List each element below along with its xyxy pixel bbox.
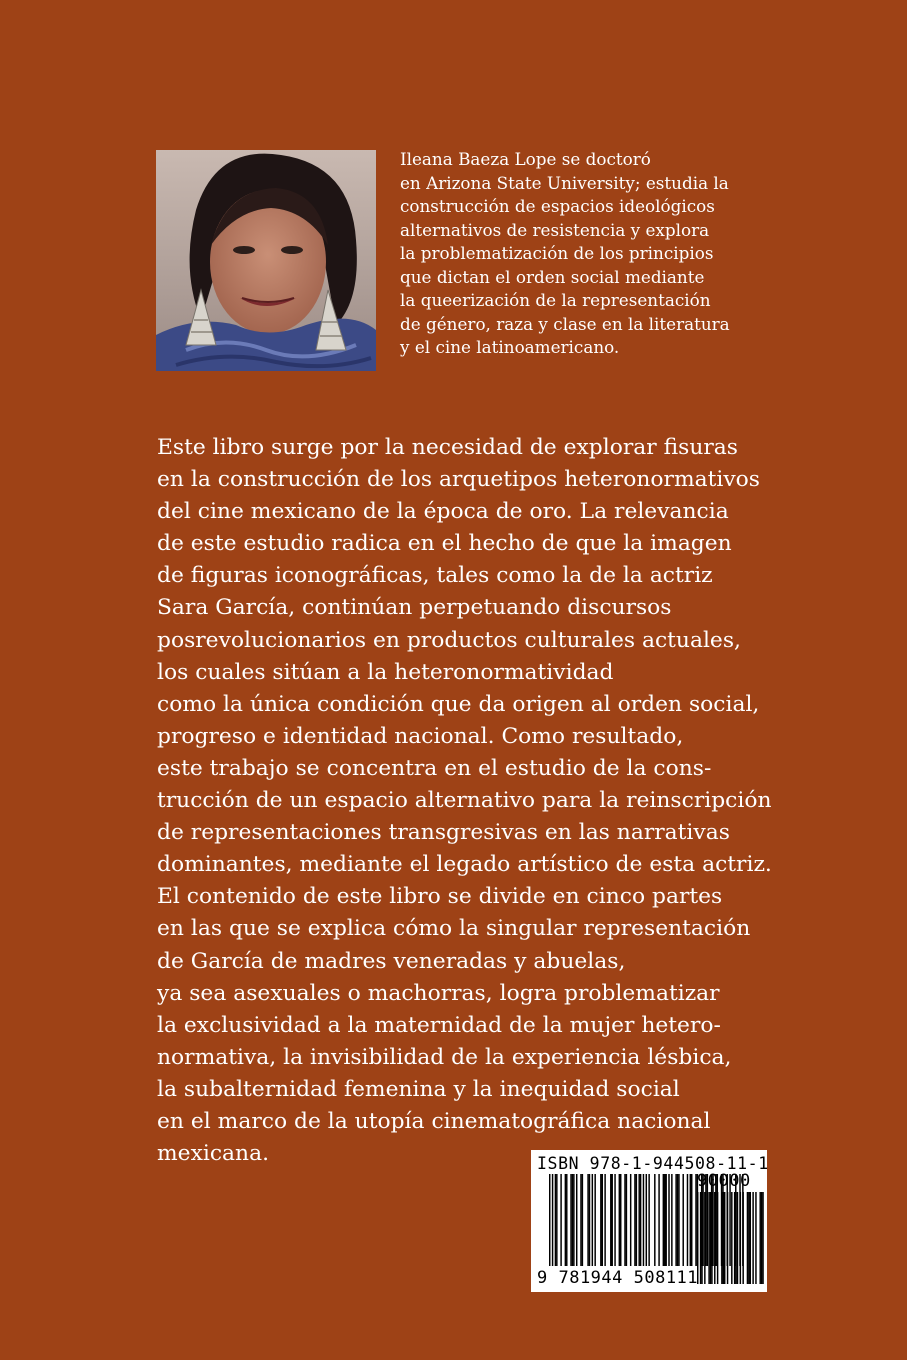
author-bio (400, 148, 840, 360)
addon-bar (737, 1192, 738, 1284)
description-line: progreso e identidad nacional. Como resultado, (157, 723, 684, 749)
addon-bar (748, 1192, 749, 1284)
barcode-bar (610, 1174, 611, 1266)
barcode-bar (646, 1174, 647, 1266)
barcode-bar (592, 1174, 593, 1266)
addon-bar (735, 1192, 736, 1284)
addon-bar (750, 1192, 751, 1284)
barcode-bar (634, 1174, 635, 1266)
barcode-bar (620, 1174, 621, 1266)
addon-bar (747, 1192, 748, 1284)
barcode-bar (636, 1174, 637, 1266)
barcode-bar (572, 1174, 573, 1266)
ean-digits: 9 781944 508111 (537, 1268, 699, 1288)
addon-bar (740, 1192, 741, 1284)
addon-bar (714, 1192, 715, 1284)
description-line: este trabajo se concentra en el estudio de la cons- (157, 755, 712, 781)
barcode-bar (668, 1174, 669, 1266)
barcode-bar (677, 1174, 678, 1266)
barcode-bar (648, 1174, 649, 1266)
barcode-bar (565, 1174, 566, 1266)
barcode-bar (582, 1174, 583, 1266)
barcode-bar (576, 1174, 577, 1266)
bio-line: que dictan el orden social mediante (400, 266, 705, 287)
barcode-bar (560, 1174, 561, 1266)
description-line: ya sea asexuales o machorras, logra problematizar (157, 980, 720, 1006)
addon-bar (704, 1192, 705, 1284)
description-line: trucción de un espacio alternativo para la reinscripción (157, 788, 772, 814)
barcode-bar (682, 1174, 683, 1266)
barcode-bar (600, 1174, 601, 1266)
barcode-bar (570, 1174, 571, 1266)
barcode-bar (664, 1174, 665, 1266)
barcode-bar (630, 1174, 631, 1266)
barcode-bar (678, 1174, 679, 1266)
addon-bar (723, 1192, 724, 1284)
addon-bar (731, 1192, 732, 1284)
author-portrait-image (156, 150, 376, 371)
description-line: en el marco de la utopía cinematográfica nacional (157, 1108, 711, 1134)
addon-bar (755, 1192, 756, 1284)
isbn-barcode (531, 1150, 767, 1292)
barcode-bar (663, 1174, 664, 1266)
addon-bar (752, 1192, 753, 1284)
description-line: posrevolucionarios en productos culturales actuales, (157, 627, 741, 653)
description-line: dominantes, mediante el legado artístico de esta actriz. (157, 852, 772, 878)
barcode-bar (580, 1174, 581, 1266)
barcode-bar (691, 1174, 692, 1266)
bio-line: la queerización de la representación (400, 290, 711, 310)
bio-line: y el cine latinoamericano. (400, 337, 620, 357)
barcode-bar (552, 1174, 553, 1266)
bio-line: en Arizona State University; estudia la (400, 172, 729, 193)
description-line: de García de madres veneradas y abuelas, (157, 948, 626, 974)
addon-bar (717, 1192, 718, 1284)
barcode-bar (614, 1174, 615, 1266)
barcode-bar (658, 1174, 659, 1266)
barcode-bar (687, 1174, 688, 1266)
description-line: El contenido de este libro se divide en cinco partes (157, 884, 723, 910)
addon-bar (724, 1192, 725, 1284)
addon-bar (710, 1192, 711, 1284)
bio-line: Ileana Baeza Lope se doctoró (400, 149, 651, 169)
barcode-bar (654, 1174, 655, 1266)
addon-bar (761, 1192, 762, 1284)
addon-digits: 90000 (697, 1171, 751, 1191)
barcode-bar (555, 1174, 556, 1266)
description-line: en la construcción de los arquetipos heteronormativos (157, 467, 760, 493)
bio-line: de género, raza y clase en la literatura (400, 313, 730, 334)
addon-bar (734, 1192, 735, 1284)
barcode-bar (690, 1174, 691, 1266)
barcode-bar (549, 1174, 550, 1266)
description-line: de representaciones transgresivas en las narrativas (157, 820, 730, 846)
bio-line: alternativos de resistencia y explora (400, 219, 710, 240)
author-photo (156, 150, 376, 371)
barcode-bar (604, 1174, 605, 1266)
barcode-bar (665, 1174, 666, 1266)
description-line: Este libro surge por la necesidad de explorar fisuras (157, 435, 738, 460)
barcode-bar (638, 1174, 639, 1266)
addon-bar (700, 1192, 701, 1284)
description-line: como la única condición que da origen al orden social, (157, 691, 760, 717)
barcode-bar (619, 1174, 620, 1266)
addon-bar (721, 1192, 722, 1284)
description-line: del cine mexicano de la época de oro. La relevancia (157, 499, 729, 525)
description-line: la subalternidad femenina y la inequidad social (157, 1076, 680, 1102)
addon-bar (727, 1192, 728, 1284)
book-description (157, 432, 797, 1170)
isbn-label: ISBN 978-1-944508-11-1 (537, 1154, 769, 1173)
barcode-bar (556, 1174, 557, 1266)
description-line: la exclusividad a la maternidad de la mujer hetero- (157, 1012, 721, 1038)
barcode-bar (587, 1174, 588, 1266)
bio-line: construcción de espacios ideológicos (400, 196, 715, 216)
description-line: mexicana. (157, 1141, 269, 1167)
bio-line: la problematización de los principios (400, 243, 714, 263)
addon-bar (711, 1192, 712, 1284)
addon-bar (701, 1192, 702, 1284)
barcode-bar (602, 1174, 603, 1266)
description-line: normativa, la invisibilidad de la experiencia lésbica, (157, 1044, 732, 1070)
barcode-bar (643, 1174, 644, 1266)
description-line: de figuras iconográficas, tales como la de la actriz (157, 563, 713, 589)
barcode-bar (671, 1174, 672, 1266)
barcode-bar (626, 1174, 627, 1266)
barcode-bar (624, 1174, 625, 1266)
addon-bar (762, 1192, 763, 1284)
addon-bar (759, 1192, 760, 1284)
barcode-bar (611, 1174, 612, 1266)
barcode-bar (675, 1174, 676, 1266)
description-line: de este estudio radica en el hecho de que la imagen (157, 531, 732, 557)
barcode-bar (573, 1174, 574, 1266)
barcode-bar (566, 1174, 567, 1266)
description-line: Sara García, continúan perpetuando discursos (157, 595, 672, 621)
barcode-bar (589, 1174, 590, 1266)
barcode-bar (594, 1174, 595, 1266)
description-line: los cuales sitúan a la heteronormatividad (157, 659, 614, 685)
barcode-bar (640, 1174, 641, 1266)
description-line: en las que se explica cómo la singular representación (157, 916, 751, 942)
addon-bar (708, 1192, 709, 1284)
addon-bar (742, 1192, 743, 1284)
